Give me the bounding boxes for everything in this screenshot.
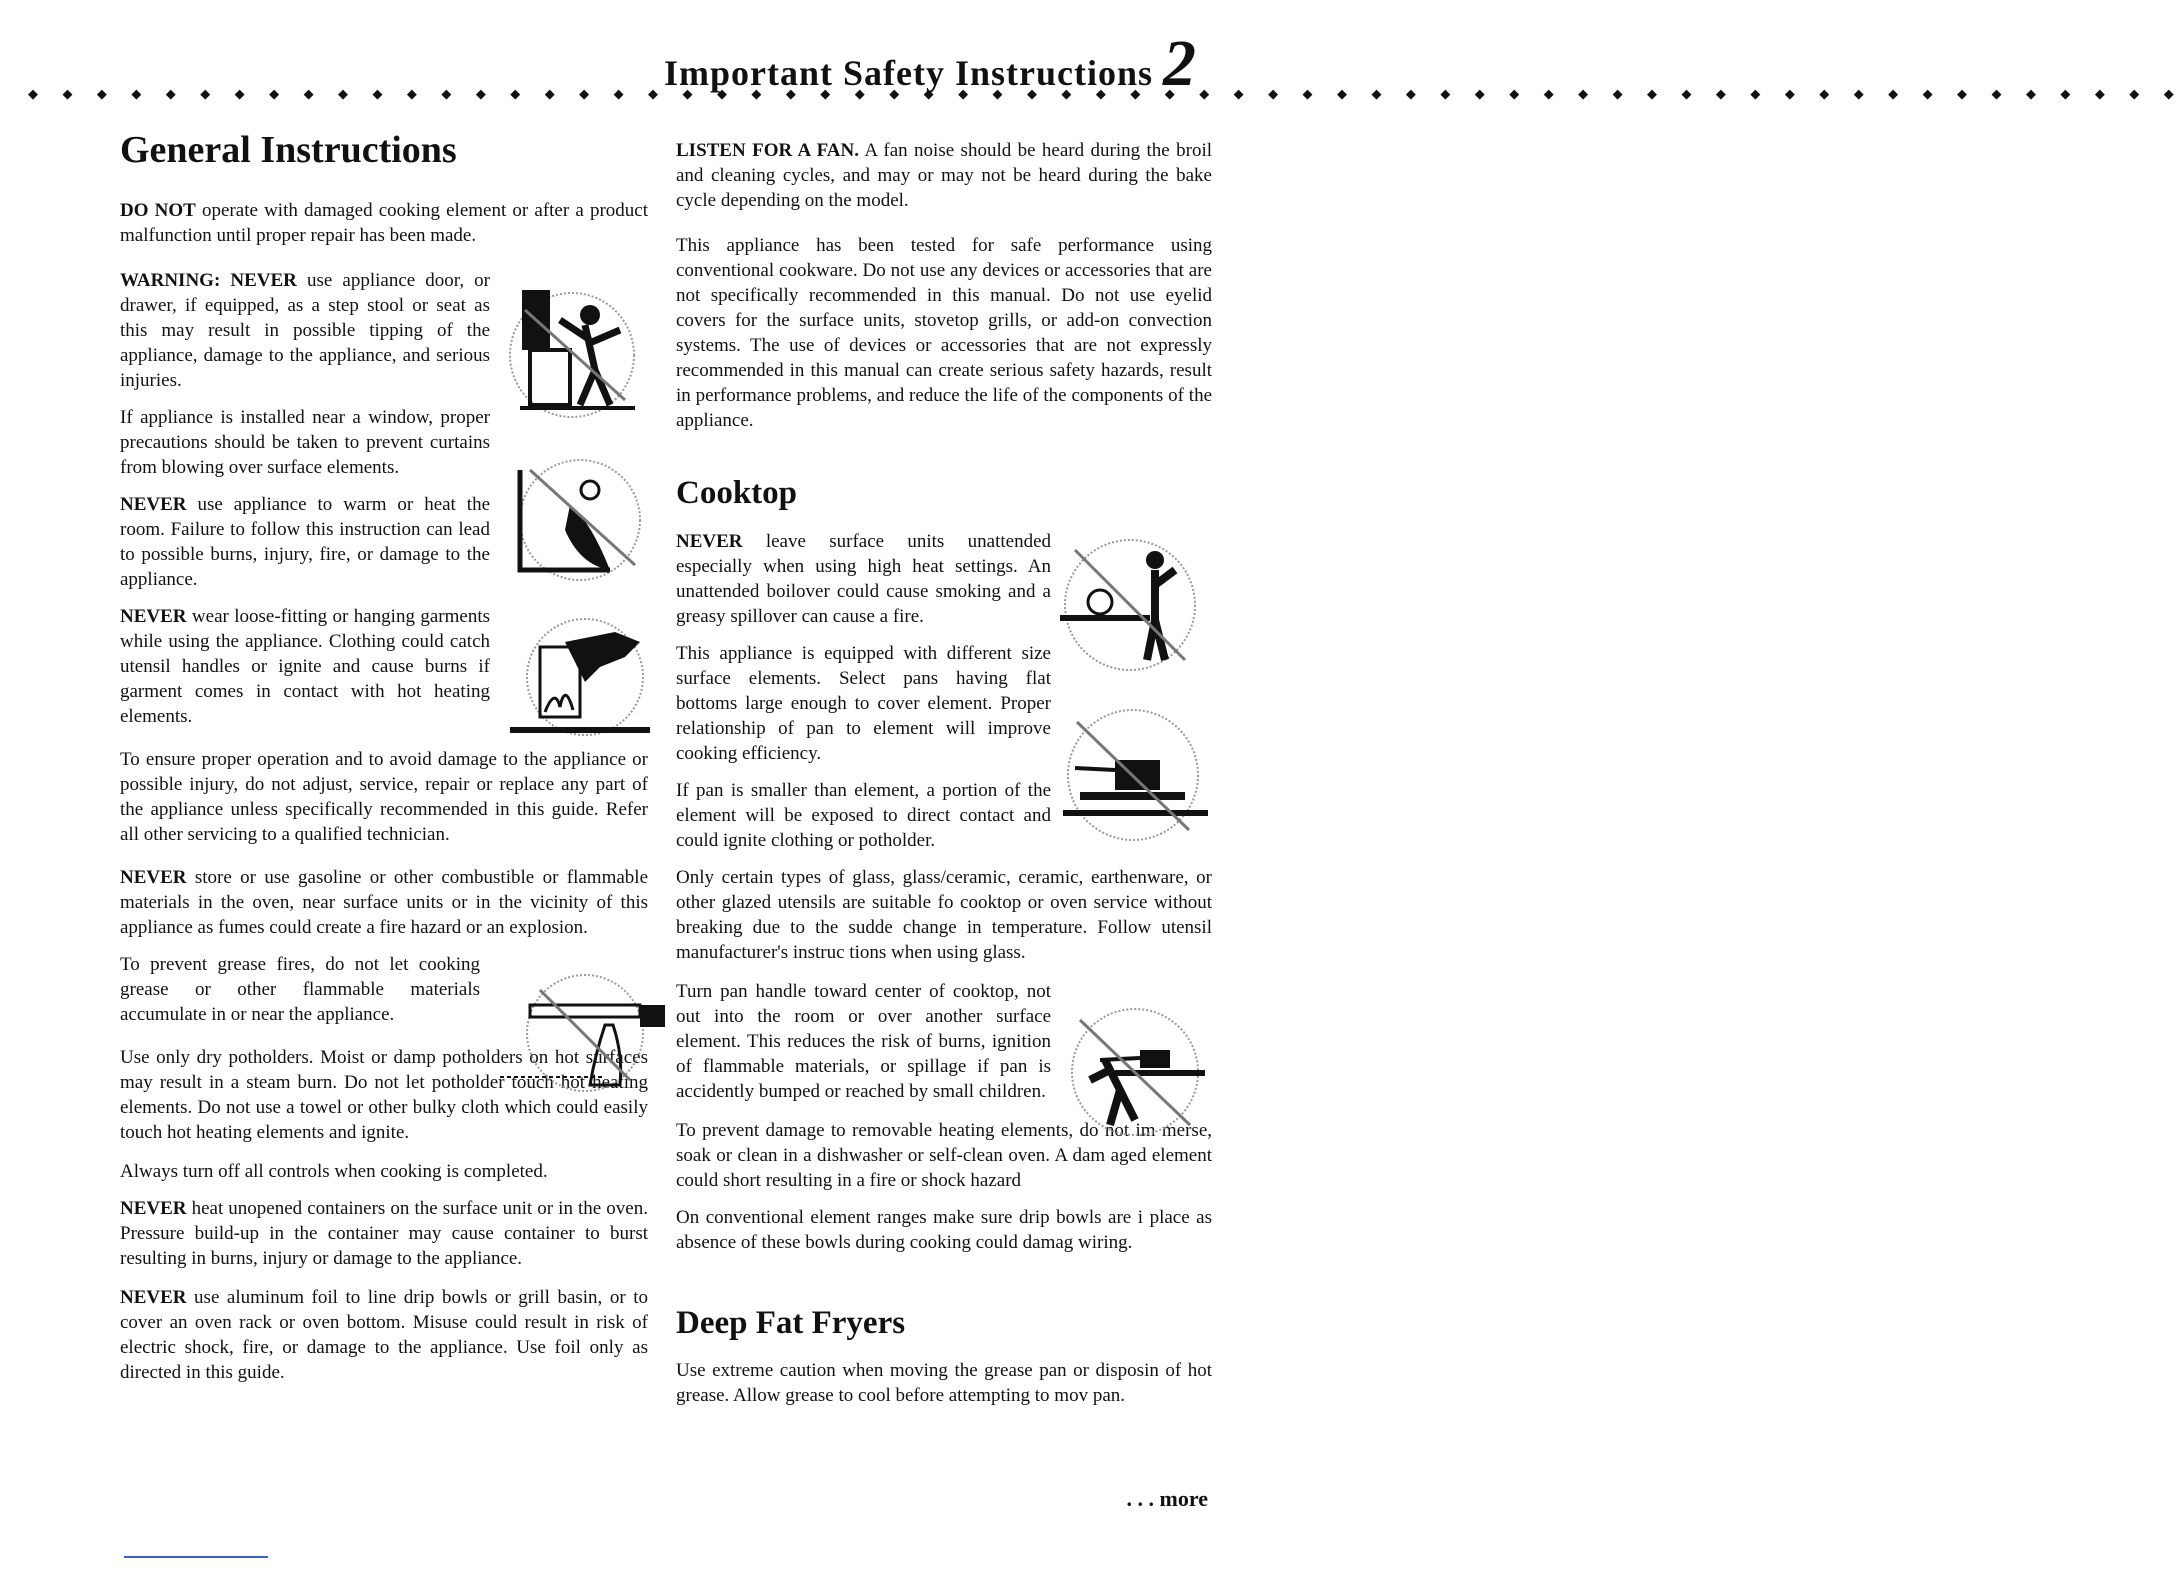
paragraph: On conventional element ranges make sure drip bowls are i place as absence of these bowls during cooking could damag wiring.: [676, 1207, 1212, 1254]
diamond-divider: ◆ ◆ ◆ ◆ ◆ ◆ ◆ ◆ ◆ ◆ ◆ ◆ ◆ ◆ ◆ ◆ ◆ ◆ ◆ ◆ ◆ ◆ ◆ ◆ ◆ ◆ ◆ ◆ ◆ ◆ ◆ ◆ ◆ ◆ ◆ ◆ ◆ ◆ ◆ ◆ ◆ ◆ ◆ ◆ ◆ ◆ ◆ ◆ ◆ ◆ ◆ ◆ ◆ ◆ ◆ ◆ ◆ ◆ ◆ ◆ ◆ ◆ ◆: [28, 86, 2184, 101]
paragraph: This appliance is equipped with different size surface elements. Select pans having flat bottoms large enough to cover element. Proper relationship of pan to element will improve cooking efficiency.: [676, 643, 1051, 765]
paragraph: Turn pan handle toward center of cooktop, not out into the room or over another surface element. This reduces the risk of burns, ignition of flammable materials, or spillage if pan is accidently bumped or reached by small children.: [676, 981, 1051, 1103]
step-stool-warning-illustration: [500, 280, 640, 430]
paragraph-block: [120, 952, 480, 1027]
paragraph: Always turn off all controls when cooking is completed.: [120, 1160, 548, 1182]
paragraph: If appliance is installed near a window, proper precautions should be taken to prevent curtains from blowing over surface elements.: [120, 406, 490, 478]
paragraph: To prevent damage to removable heating elements, do not im merse, soak or clean in a dishwasher or self-clean oven. A dam aged element could short resulting in a fire or shock hazard: [676, 1120, 1212, 1192]
paragraph: NEVER use aluminum foil to line drip bowls or grill basin, or to cover an oven rack or oven bottom. Misuse could result in risk of electric shock, fire, or damage to the appliance. Use foil only as directed in this guide.: [120, 1286, 648, 1383]
footer-rule: [124, 1556, 268, 1558]
small-pan-warning-illustration: [1055, 700, 1210, 850]
page-title: Important Safety Instructions: [663, 52, 1153, 93]
grease-fire-warning-illustration: [495, 965, 665, 1105]
paragraph: This appliance has been tested for safe performance using conventional cookware. Do not use any devices or accessories that are not specifically recommended in this manual. Do not use eyelid covers for the surface units, stovetop grills, or add-on convection systems. The use of devices or accessories that are not expressly recommended in this manual can create serious safety hazards, result in performance problems, and reduce the life of the components of the appliance.: [676, 235, 1212, 431]
cooktop-heading: Cooktop: [676, 475, 798, 511]
paragraph-block: [120, 268, 490, 729]
pan-handle-warning-illustration: [1060, 1000, 1210, 1145]
paragraph-block: [676, 979, 1051, 1104]
page-header: [663, 27, 1196, 100]
deep-fat-fryers-heading: Deep Fat Fryers: [676, 1305, 906, 1342]
paragraph: NEVER use appliance to warm or heat the room. Failure to follow this instruction can lead to possible burns, injury, fire, or damage to the appliance.: [120, 493, 490, 590]
more-continuation: . . . more: [1126, 1486, 1208, 1511]
paragraph: NEVER leave surface units unattended especially when using high heat settings. An unattended boilover could cause smoking and a greasy spillover can cause a fire.: [676, 531, 1051, 628]
paragraph: If pan is smaller than element, a portion of the element will be exposed to direct contact and could ignite clothing or potholder.: [676, 780, 1051, 852]
loose-clothing-warning-illustration: [505, 612, 655, 752]
paragraph: Only certain types of glass, glass/ceramic, ceramic, earthenware, or other glazed utensils are suitable fo cooktop or oven service without breaking due to the sudde change in temperature. Follow utensil manufacturer's instruc tions when using glass.: [676, 867, 1212, 964]
paragraph: Use only dry potholders. Moist or damp potholders on hot surfaces may result in a steam burn. Do not let potholder touch hot heating elements. Do not use a towel or other bulky cloth which could easily touch hot heating elements and ignite.: [120, 1046, 648, 1143]
paragraph: NEVER store or use gasoline or other combustible or flammable materials in the oven, near surface units or in the vicinity of this appliance as fumes could create a fire hazard or an explosion.: [120, 866, 648, 938]
paragraph: To ensure proper operation and to avoid damage to the appliance or possible injury, do not adjust, service, repair or replace any part of the appliance unless specifically recommended in this guide. Refer all other servicing to a qualified technician.: [120, 748, 648, 845]
paragraph: Use extreme caution when moving the grease pan or disposin of hot grease. Allow grease to cool before attempting to mov pan.: [676, 1359, 1212, 1406]
paragraph: NEVER wear loose-fitting or hanging garments while using the appliance. Clothing could catch utensil handles or ignite and cause burns if garment comes in contact with hot heating elements.: [120, 605, 490, 727]
paragraph: To prevent grease fires, do not let cooking grease or other flammable materials accumulate in or near the appliance.: [120, 953, 480, 1025]
paragraph: DO NOT operate with damaged cooking element or after a product malfunction until proper repair has been made.: [120, 199, 648, 246]
page-number: 2: [1163, 27, 1196, 100]
paragraph: WARNING: NEVER use appliance door, or drawer, if equipped, as a step stool or seat as this may result in possible tipping of the appliance, damage to the appliance, and serious injuries.: [120, 269, 491, 391]
paragraph: NEVER heat unopened containers on the surface unit or in the oven. Pressure build-up in the container may cause container to burst resulting in burns, injury or damage to the appliance.: [120, 1197, 648, 1269]
general-instructions-heading: General Instructions: [120, 129, 457, 171]
unattended-cooking-warning-illustration: [1055, 530, 1205, 680]
paragraph: LISTEN FOR A FAN. A fan noise should be heard during the broil and cleaning cycles, and may or may not be heard during the bake cycle depending on the model.: [676, 140, 1212, 211]
paragraph-block: [676, 529, 1051, 853]
curtain-warning-illustration: [510, 450, 650, 590]
